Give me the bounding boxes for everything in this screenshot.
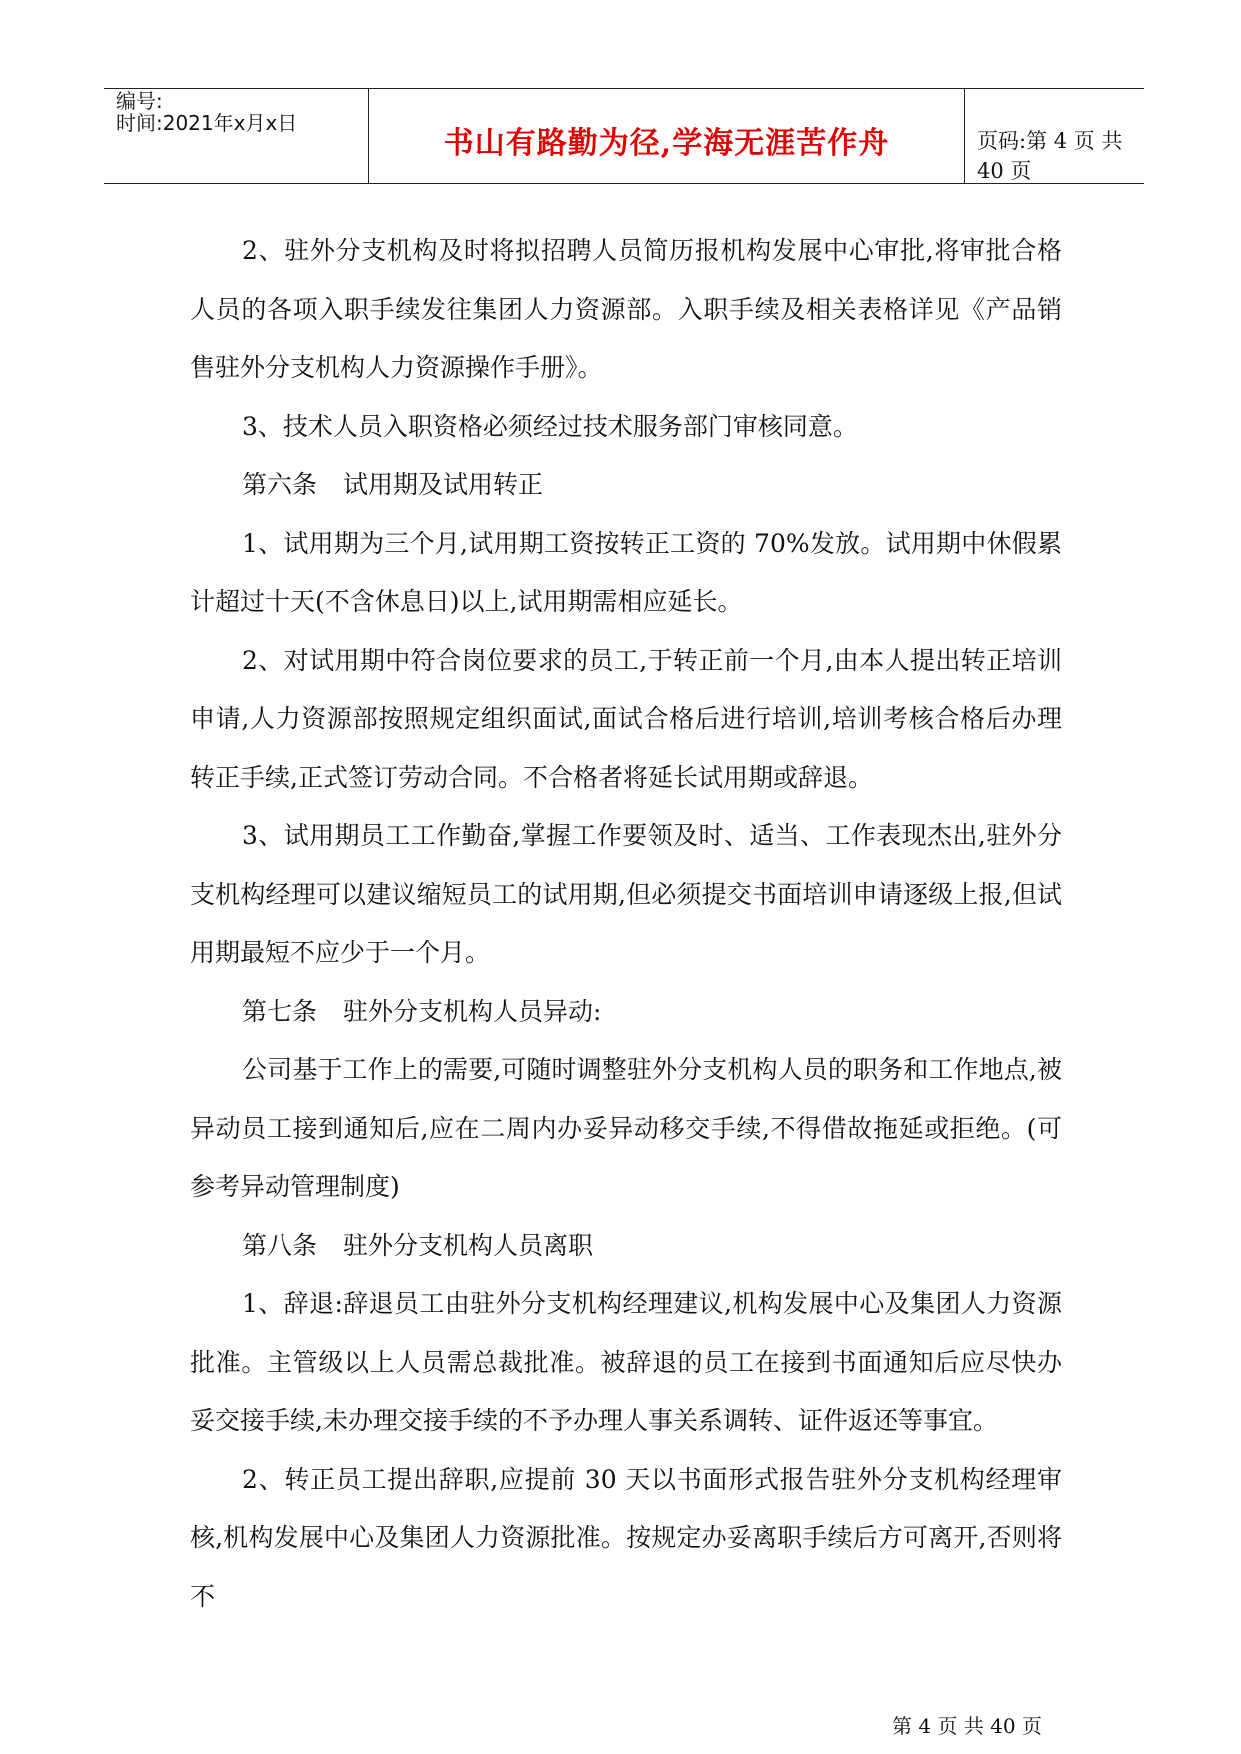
paragraph: 2、驻外分支机构及时将拟招聘人员简历报机构发展中心审批,将审批合格人员的各项入职手续发往集团人力资源部。入职手续及相关表格详见《产品销售驻外分支机构人力资源操作手册》。 xyxy=(190,236,1062,382)
header-right-cell xyxy=(965,89,1144,183)
article-heading-6 xyxy=(190,456,1062,515)
paragraph: 公司基于工作上的需要,可随时调整驻外分支机构人员的职务和工作地点,被异动员工接到通知后,应在二周内办妥异动移交手续,不得借故拖延或拒绝。(可参考异动管理制度) xyxy=(190,1055,1062,1201)
page-header xyxy=(104,88,1144,184)
paragraph: 1、辞退:辞退员工由驻外分支机构经理建议,机构发展中心及集团人力资源批准。主管级以上人员需总裁批准。被辞退的员工在接到书面通知后应尽快办妥交接手续,未办理交接手续的不予办理人事关系调转、证件返还等事宜。 xyxy=(190,1289,1062,1435)
article-heading-7 xyxy=(190,983,1062,1042)
paragraph: 1、试用期为三个月,试用期工资按转正工资的 70%发放。试用期中休假累计超过十天(不含休息日)以上,试用期需相应延长。 xyxy=(190,528,1062,616)
paragraph: 3、试用期员工工作勤奋,掌握工作要领及时、适当、工作表现杰出,驻外分支机构经理可以建议缩短员工的试用期,但必须提交书面培训申请逐级上报,但试用期最短不应少于一个月。 xyxy=(190,821,1062,967)
article-number: 第八条 xyxy=(242,1230,318,1260)
paragraph: 3、技术人员入职资格必须经过技术服务部门审核同意。 xyxy=(242,411,858,441)
header-left-cell xyxy=(104,89,369,183)
header-motto-cell xyxy=(369,89,965,183)
article-title: 驻外分支机构人员异动: xyxy=(343,996,602,1026)
article-title: 驻外分支机构人员离职 xyxy=(343,1230,594,1260)
paragraph: 2、转正员工提出辞职,应提前 30 天以书面形式报告驻外分支机构经理审核,机构发展中心及集团人力资源批准。按规定办妥离职手续后方可离开,否则将不 xyxy=(190,1464,1062,1611)
number-label: 编号: xyxy=(116,89,163,113)
time-label: 时间:2021年x月x日 xyxy=(116,111,298,135)
article-number: 第六条 xyxy=(242,470,318,499)
article-number: 第七条 xyxy=(242,996,318,1026)
page-info: 页码:第 4 页 共 40 页 xyxy=(977,129,1123,183)
document-body xyxy=(190,222,1062,1626)
motto: 书山有路勤为径,学海无涯苦作舟 xyxy=(443,126,890,161)
article-heading-8 xyxy=(190,1217,1062,1276)
article-title: 试用期及试用转正 xyxy=(343,470,544,499)
page-footer: 第 4 页 共 40 页 xyxy=(892,1714,1042,1738)
paragraph: 2、对试用期中符合岗位要求的员工,于转正前一个月,由本人提出转正培训申请,人力资源部按照规定组织面试,面试合格后进行培训,培训考核合格后办理转正手续,正式签订劳动合同。不合格者将延长试用期或辞退。 xyxy=(190,645,1062,792)
